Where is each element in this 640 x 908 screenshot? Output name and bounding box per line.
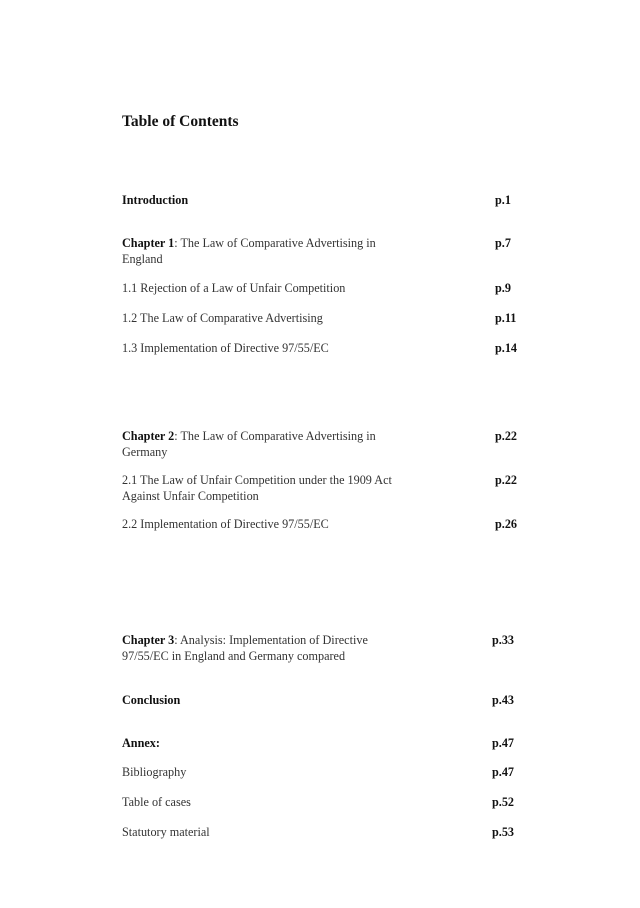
toc-entry-statutory-material <box>122 824 522 840</box>
toc-entry-label: Statutory material <box>122 825 210 839</box>
chapter-number: Chapter 3 <box>122 633 175 647</box>
chapter-number: Chapter 2 <box>122 429 175 443</box>
toc-entry-label: 1.1 Rejection of a Law of Unfair Competition <box>122 281 346 295</box>
toc-entry-chapter-3 <box>122 632 522 664</box>
toc-entry-conclusion <box>122 692 522 708</box>
toc-entry-1-1 <box>122 280 522 296</box>
toc-entry-annex <box>122 735 522 751</box>
toc-entry-page: p.7 <box>495 236 511 250</box>
toc-entry-label: 2.1 The Law of Unfair Competition under the 1909 Act Against Unfair Competition <box>122 473 392 503</box>
chapter-number: Chapter 1 <box>122 236 175 250</box>
toc-entry-page: p.22 <box>495 473 518 487</box>
page-title: Table of Contents <box>122 113 239 130</box>
toc-entry-2-2 <box>122 516 522 532</box>
toc-entry-label: 1.3 Implementation of Directive 97/55/EC <box>122 341 329 355</box>
toc-entry-label: 1.2 The Law of Comparative Advertising <box>122 311 323 325</box>
toc-entry-page: p.53 <box>492 825 515 839</box>
toc-entry-label: Introduction <box>122 193 189 207</box>
toc-entry-page: p.52 <box>492 795 515 809</box>
toc-entry-label: Bibliography <box>122 765 187 779</box>
toc-entry-page: p.26 <box>495 517 518 531</box>
toc-entry-page: p.9 <box>495 281 511 295</box>
toc-entry-label: Table of cases <box>122 795 191 809</box>
toc-entry-page: p.43 <box>492 693 515 707</box>
toc-entry-introduction <box>122 192 522 208</box>
toc-entry-page: p.47 <box>492 765 515 779</box>
chapter-title: : The Law of Comparative Advertising in England <box>122 236 376 266</box>
toc-entry-table-of-cases <box>122 794 522 810</box>
toc-entry-page: p.1 <box>495 193 511 207</box>
chapter-title: : Analysis: Implementation of Directive 97/55/EC in England and Germany compared <box>122 633 368 663</box>
toc-entry-label: Annex: <box>122 736 160 750</box>
toc-entry-1-2 <box>122 310 522 326</box>
toc-entry-label: 2.2 Implementation of Directive 97/55/EC <box>122 517 329 531</box>
chapter-title: : The Law of Comparative Advertising in Germany <box>122 429 376 459</box>
toc-entry-bibliography <box>122 764 522 780</box>
toc-entry-page: p.22 <box>495 429 518 443</box>
toc-entry-2-1 <box>122 472 522 504</box>
toc-entry-1-3 <box>122 340 522 356</box>
toc-entry-page: p.47 <box>492 736 515 750</box>
toc-entry-chapter-1 <box>122 235 522 267</box>
toc-entry-label: Conclusion <box>122 693 181 707</box>
toc-entry-page: p.33 <box>492 633 515 647</box>
toc-entry-chapter-2 <box>122 428 522 460</box>
toc-entry-page: p.11 <box>495 311 517 325</box>
toc-entry-page: p.14 <box>495 341 518 355</box>
